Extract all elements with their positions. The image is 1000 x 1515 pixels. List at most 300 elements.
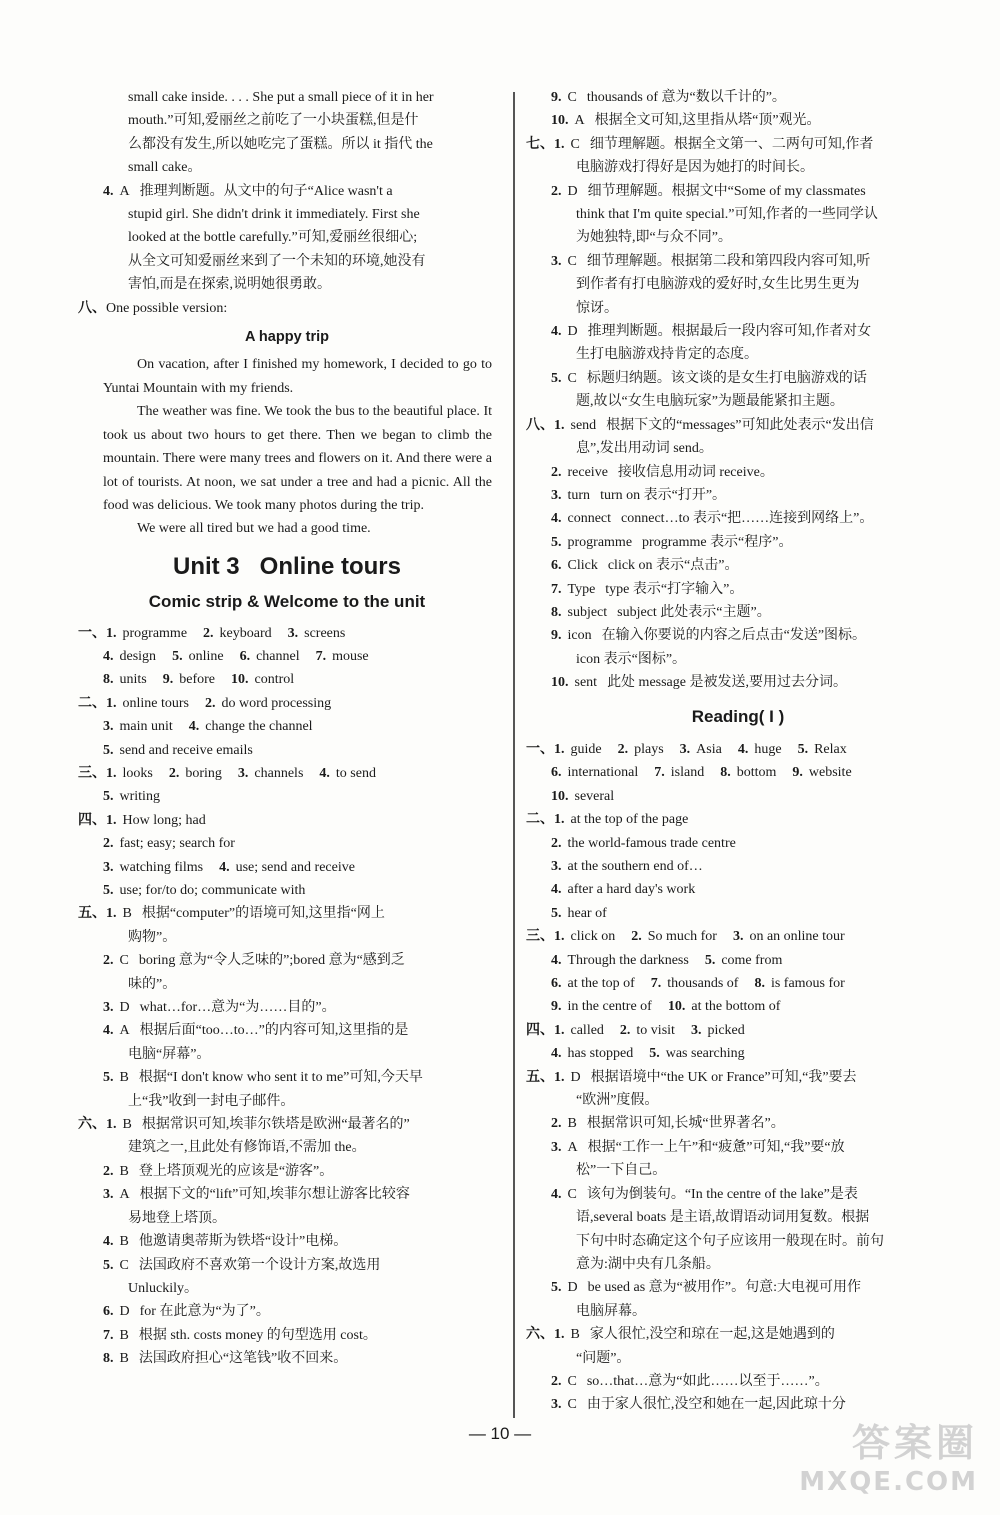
answer-text: Relax (814, 741, 847, 757)
answer-row (78, 645, 496, 668)
answer-item (78, 1254, 496, 1277)
answer-text: main unit (119, 719, 173, 735)
section-label: 一、 (78, 625, 106, 641)
explanation: subject 此处表示“主题”。 (617, 604, 771, 620)
explanation: 根据“I don't know who sent it to me”可知,今天早 (138, 1070, 423, 1086)
answer-item (78, 996, 496, 1019)
answer-number: 3. (551, 1397, 562, 1413)
answer-row (78, 856, 496, 879)
answer-number: 5. (103, 1257, 114, 1273)
answer-number: 5. (551, 534, 562, 550)
answer-choice: C (567, 253, 577, 269)
answer-cell (554, 738, 602, 761)
answer-cell (620, 1019, 675, 1042)
answer-number: 4. (551, 952, 562, 968)
answer-cell (169, 762, 222, 785)
answer-number: 8. (551, 604, 562, 620)
explanation: 根据常识可知,长城“世界著名”。 (586, 1116, 785, 1132)
answer-number: 1. (106, 695, 117, 711)
answer-text: several (574, 788, 615, 804)
answer-continuation: 电脑屏幕。 (576, 1303, 646, 1319)
answer-choice: Click (567, 558, 598, 574)
explanation: turn on 表示“打开”。 (600, 487, 727, 503)
answer-number: 2. (168, 765, 180, 781)
answer-number: 4. (551, 511, 562, 527)
answer-continuation: 害怕,而是在探索,说明她很勇敢。 (128, 277, 331, 293)
answer-number: 4. (103, 648, 114, 664)
answer-item (78, 1230, 496, 1253)
answer-item (526, 367, 950, 390)
answer-continuation: “问题”。 (576, 1350, 631, 1366)
answer-cell (288, 622, 346, 645)
explanation: 根据常识可知,埃菲尔铁塔是欧洲“最著名的” (141, 1117, 410, 1133)
answer-continuation: small cake inside. . . . She put a small piece of it in her (128, 90, 434, 105)
answer-row (526, 808, 950, 831)
answer-number: 1. (106, 906, 117, 922)
answer-cell (551, 972, 635, 995)
answer-cell (654, 761, 704, 784)
column-divider (513, 92, 515, 1418)
answer-number: 9. (162, 672, 174, 688)
answer-item (526, 671, 950, 694)
answer-item (78, 1183, 496, 1206)
answer-number: 6. (551, 976, 562, 992)
answer-choice: B (119, 1351, 129, 1367)
answer-text: control (254, 672, 295, 688)
answer-number: 1. (106, 765, 117, 781)
answer-text: before (179, 672, 215, 688)
answer-item (526, 461, 950, 484)
answer-cell (754, 972, 844, 995)
section-label: 三、 (78, 765, 106, 781)
answer-choice: D (119, 1000, 130, 1016)
answer-row (526, 761, 950, 784)
answer-cell (680, 738, 722, 761)
answer-cell (618, 738, 664, 761)
answer-number: 1. (106, 812, 117, 828)
answer-text: website (808, 765, 852, 781)
answer-cell (106, 809, 206, 832)
explanation: 他邀请奥蒂斯为铁塔“设计”电梯。 (138, 1234, 348, 1250)
answer-item (78, 1113, 496, 1136)
answer-item (78, 1347, 496, 1370)
unit-title: Unit 3 Online tours (172, 552, 401, 580)
answer-number: 10. (667, 999, 686, 1015)
answer-number: 2. (551, 464, 562, 480)
answer-number: 3. (287, 625, 299, 641)
explanation: 根据语境中“the UK or France”可知,“我”要去 (590, 1069, 857, 1085)
answer-number: 7. (315, 648, 327, 664)
answer-number: 3. (732, 929, 744, 945)
essay-paragraph: We were all tired but we had a good time. (137, 521, 371, 537)
explanation: for 在此意为“为了”。 (139, 1304, 270, 1320)
section-label: 二、 (78, 695, 106, 711)
section-label: 四、 (526, 1022, 554, 1038)
answer-text: to visit (636, 1022, 675, 1038)
answer-cell (631, 925, 717, 948)
explanation: connect…to 表示“把……连接到网络上”。 (621, 511, 874, 527)
answer-cell (103, 739, 253, 762)
answer-number: 2. (551, 1116, 562, 1132)
explanation: 登上塔顶观光的应该是“游客”。 (138, 1163, 334, 1179)
answer-continuation: looked at the bottle carefully.”可知,爱丽丝很细心; (128, 230, 418, 246)
answer-number: 5. (103, 789, 114, 805)
answer-row (78, 622, 496, 645)
section-label: 五、 (78, 906, 106, 922)
answer-cell (231, 668, 294, 691)
answer-choice: D (567, 1280, 578, 1296)
answer-cell (238, 762, 303, 785)
answer-number: 2. (551, 1373, 562, 1389)
answer-continuation: Unluckily。 (128, 1280, 198, 1296)
answer-cell (103, 856, 203, 879)
answer-number: 10. (551, 788, 569, 804)
answer-number: 9. (551, 628, 562, 644)
answer-choice: B (570, 1327, 580, 1343)
answer-continuation: stupid girl. She didn't drink it immediately. First she (128, 207, 420, 223)
answer-choice: subject (567, 604, 608, 620)
answer-number: 2. (551, 835, 562, 851)
answer-text: come from (721, 952, 783, 968)
answer-cell (103, 668, 147, 691)
answer-number: 1. (554, 136, 565, 152)
answer-continuation: 为她独特,即“与众不同”。 (576, 230, 732, 246)
explanation: programme 表示“程序”。 (642, 534, 793, 550)
answer-row (78, 739, 496, 762)
answer-cell (103, 715, 173, 738)
explanation: 该句为倒装句。“In the centre of the lake”是表 (586, 1186, 858, 1202)
answer-row (526, 738, 950, 761)
answer-number: 2. (205, 695, 216, 711)
answer-text: send and receive emails (119, 742, 253, 758)
explanation: 接收信息用动词 receive。 (617, 464, 774, 480)
answer-number: 2. (103, 836, 114, 852)
answer-number: 1. (106, 625, 117, 641)
explanation: 根据 sth. costs money 的句型选用 cost。 (138, 1327, 377, 1343)
answer-text: online (188, 648, 224, 664)
answer-item (526, 624, 950, 647)
answer-choice: C (567, 370, 577, 386)
answer-cell (103, 832, 235, 855)
answer-text: design (119, 648, 157, 664)
explanation: 由于家人很忙,没空和她在一起,因此琼十分 (586, 1397, 846, 1413)
answer-item (526, 414, 950, 437)
answer-number: 5. (704, 952, 716, 968)
answer-continuation: think that I'm quite special.”可知,作者的一些同学认 (576, 207, 878, 223)
answer-row (526, 949, 950, 972)
answer-choice: programme (567, 534, 633, 550)
answer-number: 7. (654, 765, 665, 781)
answer-text: after a hard day's work (567, 882, 696, 898)
answer-continuation: 易地登上塔顶。 (128, 1210, 226, 1226)
answer-text: huge (754, 741, 782, 757)
answer-item (78, 902, 496, 925)
answer-number: 6. (103, 1304, 114, 1320)
answer-choice: C (567, 90, 577, 105)
answer-choice: B (119, 1327, 129, 1343)
answer-choice: D (567, 324, 578, 340)
answer-number: 3. (551, 1139, 562, 1155)
answer-text: thousands of (667, 976, 739, 992)
answer-row (526, 1042, 950, 1065)
answer-item (526, 1276, 950, 1299)
answer-text: international (567, 765, 639, 781)
answer-text: the world-famous trade centre (567, 835, 736, 851)
answer-grid-block (526, 738, 950, 1066)
answer-text: Through the darkness (567, 952, 689, 968)
answer-text: So much for (647, 929, 717, 945)
answer-item (78, 1300, 496, 1323)
answer-number: 8. (754, 976, 765, 992)
answer-cell (172, 645, 224, 668)
answer-cell (554, 925, 615, 948)
answer-cell (163, 668, 215, 691)
answer-text: mouse (332, 648, 369, 664)
answer-item (526, 484, 950, 507)
answer-choice: D (119, 1304, 130, 1320)
answer-number: 7. (551, 581, 562, 597)
answer-text: programme (122, 625, 188, 641)
answer-choice: icon (567, 628, 592, 644)
answer-number: 1. (554, 929, 565, 945)
answer-items-block (78, 902, 496, 1370)
answer-text: on an online tour (749, 929, 845, 945)
answer-continuation: 电脑游戏打得好是因为她打的时间长。 (576, 160, 814, 176)
explanation: 推理判断题。根据最后一段内容可知,作者对女 (587, 324, 872, 340)
answer-text: bottom (736, 765, 777, 781)
answer-number: 2. (631, 929, 642, 945)
answer-text: at the top of the page (570, 812, 689, 828)
answer-cell (792, 761, 851, 784)
explanation: 根据下文的“messages”可知此处表示“发出信 (606, 417, 874, 433)
answer-number: 8. (103, 1351, 114, 1367)
answer-cell (106, 622, 187, 645)
answer-number: 5. (551, 370, 562, 386)
answer-number: 10. (551, 675, 569, 691)
answer-cell (551, 878, 695, 901)
section-label: 四、 (78, 812, 106, 828)
answer-number: 6. (239, 648, 251, 664)
answer-text: fast; easy; search for (119, 836, 235, 852)
answer-number: 3. (551, 487, 562, 503)
answer-text: units (119, 672, 147, 688)
answer-items-block (526, 133, 950, 414)
answer-cell (551, 995, 652, 1018)
answer-number: 2. (103, 953, 114, 969)
answer-text: looks (122, 765, 153, 781)
answer-text: do word processing (221, 695, 332, 711)
essay-paragraph: The weather was fine. We took the bus to the beautiful place. It took us about two hours to get there. Then we began to climb the mountain. There were many trees and flowers on it. And there were a lot of tourists. At noon, we sat under a tree and had a picnic. All the food was delicious. We took many photos during the trip. (103, 404, 492, 513)
explanation: be used as 意为“被用作”。句意:大电视可用作 (587, 1280, 861, 1296)
answer-choice: B (119, 1234, 129, 1250)
answer-continuation: 从全文可知爱丽丝来到了一个未知的环境,她没有 (128, 253, 426, 269)
answer-number: 4. (103, 1234, 114, 1250)
explanation: type 表示“打字输入”。 (605, 581, 744, 597)
answer-items-block (526, 1066, 950, 1323)
explanation: 家人很忙,没空和琼在一起,这是她遇到的 (589, 1327, 835, 1343)
answer-row (526, 995, 950, 1018)
answer-item (526, 86, 950, 109)
answer-row (526, 878, 950, 901)
answer-row (78, 809, 496, 832)
answer-number: 4. (551, 882, 562, 898)
answer-number: 1. (554, 417, 565, 433)
answer-number: 2. (619, 1022, 631, 1038)
answer-cell (551, 761, 638, 784)
answer-text: has stopped (567, 1046, 634, 1062)
answer-choice: B (119, 1070, 129, 1086)
answer-continuation: 么都没有发生,所以她吃完了蛋糕。所以 it 指代 the (128, 136, 433, 152)
answer-item (78, 949, 496, 972)
answer-number: 10. (231, 672, 249, 688)
answer-item (526, 507, 950, 530)
answer-cell (738, 738, 782, 761)
section-label: 二、 (526, 812, 554, 828)
answer-number: 9. (792, 765, 803, 781)
explanation: 细节理解题。根据文中“Some of my classmates (587, 183, 866, 199)
answer-number: 4. (188, 719, 200, 735)
answer-choice: D (567, 183, 578, 199)
answer-number: 10. (551, 113, 569, 129)
section-label: 五、 (526, 1069, 554, 1085)
answer-number: 2. (551, 183, 562, 199)
page-number: — 10 — (468, 1424, 532, 1443)
answer-text: screens (304, 625, 346, 641)
right-column (526, 86, 950, 1417)
answer-row (78, 762, 496, 785)
answer-items-block (526, 1323, 950, 1417)
answer-number: 4. (551, 324, 562, 340)
answer-text: use; send and receive (235, 859, 355, 875)
answer-continuation: “欧洲”度假。 (576, 1093, 659, 1109)
answer-continuation: 下句中时态确定这个句子应该用一般现在时。前句 (576, 1233, 884, 1249)
answer-row (526, 1019, 950, 1042)
answer-row (78, 785, 496, 808)
answer-cell (551, 785, 614, 808)
answer-text: use; for/to do; communicate with (119, 883, 306, 898)
answer-cell (106, 692, 189, 715)
answer-cell (798, 738, 847, 761)
answer-cell (316, 645, 369, 668)
explanation: 根据“computer”的语境可知,这里指“网上 (141, 906, 385, 922)
answer-number: 1. (106, 1117, 117, 1133)
answer-number: 8. (720, 765, 731, 781)
answer-number: 6. (551, 765, 562, 781)
answer-continuation: 生打电脑游戏持肯定的态度。 (576, 347, 758, 363)
answer-item (526, 1136, 950, 1159)
answer-text: called (570, 1022, 604, 1038)
answer-number: 4. (551, 1186, 562, 1202)
answer-cell (205, 692, 331, 715)
answer-number: 9. (551, 999, 562, 1015)
answer-choice: C (567, 1397, 577, 1413)
answer-choice: A (567, 1139, 578, 1155)
answer-choice: B (119, 1163, 129, 1179)
answer-number: 1. (554, 1022, 565, 1038)
answer-cell (203, 622, 272, 645)
answer-number: 3. (103, 1187, 114, 1203)
explanation: 根据后面“too…to…”的内容可知,这里指的是 (139, 1023, 409, 1039)
answer-choice: sent (574, 675, 598, 691)
section-label: 六、 (526, 1327, 554, 1343)
answer-cell (554, 1019, 604, 1042)
answer-choice: A (574, 113, 585, 129)
explanation: 根据全文可知,这里指从塔“顶”观光。 (594, 113, 821, 129)
answer-cell (554, 808, 688, 831)
section-title: Reading( I ) (691, 706, 785, 726)
answer-item (526, 180, 950, 203)
answer-number: 9. (551, 90, 562, 105)
answer-row (526, 925, 950, 948)
answer-text: picked (707, 1022, 745, 1038)
answer-text: was searching (665, 1046, 745, 1062)
answer-item (526, 1323, 950, 1346)
answer-cell (103, 645, 156, 668)
answer-text: in the centre of (567, 999, 652, 1015)
answer-continuation: icon 表示“图标”。 (576, 651, 687, 667)
answer-choice: C (119, 1257, 129, 1273)
answer-number: 4. (737, 741, 749, 757)
section-label: 三、 (526, 929, 554, 945)
answer-cell (668, 995, 781, 1018)
answer-item (526, 1183, 950, 1206)
answer-number: 4. (219, 859, 230, 875)
answer-number: 7. (103, 1327, 114, 1343)
answer-number: 1. (554, 812, 565, 828)
answer-item (526, 250, 950, 273)
answer-number: 5. (649, 1046, 660, 1062)
explanation: click on 表示“点击”。 (607, 558, 739, 574)
answer-choice: receive (567, 464, 608, 480)
answer-cell (319, 762, 376, 785)
answer-text: is famous for (770, 976, 845, 992)
answer-number: 2. (617, 741, 629, 757)
answer-cell (240, 645, 300, 668)
answer-row (526, 855, 950, 878)
explanation: 根据“工作一上午”和“疲惫”可知,“我”要“放 (587, 1139, 845, 1155)
answer-row (526, 785, 950, 808)
answer-item (526, 133, 950, 156)
answer-text: keyboard (219, 625, 272, 641)
answer-continuation: 题,故以“女生电脑玩家”为题最能紧扣主题。 (576, 394, 844, 410)
answer-continuation: small cake。 (128, 160, 202, 176)
answer-row (78, 832, 496, 855)
watermark-logo: 答案圈 MXQE.COM (799, 1421, 978, 1497)
answer-item (526, 601, 950, 624)
answer-row (78, 692, 496, 715)
answer-item (78, 1066, 496, 1089)
answer-choice: Type (567, 581, 596, 597)
answer-row (78, 879, 496, 902)
answer-text: change the channel (205, 719, 313, 735)
answer-choice: B (122, 1117, 132, 1133)
answer-text: channel (256, 648, 300, 664)
answer-number: 5. (103, 742, 114, 758)
answer-choice: D (570, 1069, 581, 1085)
answer-cell (103, 785, 160, 808)
answer-row (526, 972, 950, 995)
explanation: 细节理解题。根据全文第一、二两句可知,作者 (589, 136, 874, 152)
answer-number: 7. (650, 976, 662, 992)
explanation: 在输入你要说的内容之后点击“发送”图标。 (601, 628, 867, 644)
answer-continuation: 味的”。 (128, 976, 177, 992)
answer-item (526, 320, 950, 343)
answer-cell (651, 972, 739, 995)
answer-cell (551, 832, 736, 855)
answer-text: watching films (119, 859, 204, 875)
answer-number: 1. (554, 1069, 565, 1085)
answer-text: boring (185, 765, 222, 781)
